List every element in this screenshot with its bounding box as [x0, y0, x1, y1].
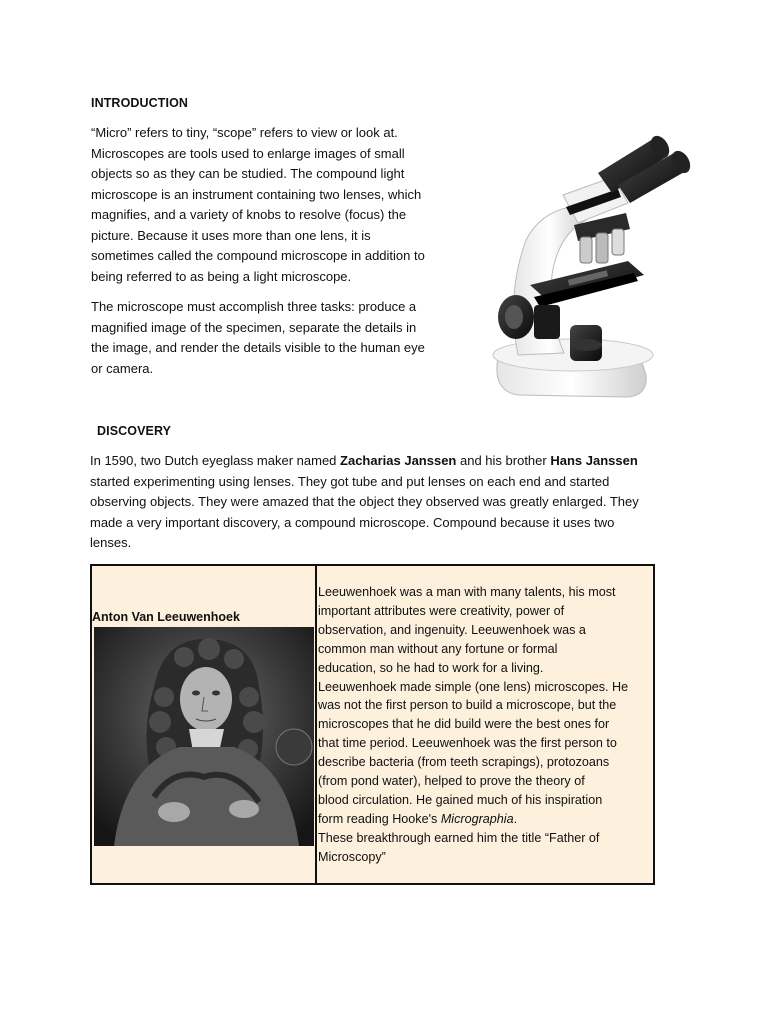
text-line: Microscopy”	[318, 849, 386, 864]
text-run: and his brother	[456, 453, 551, 468]
text-line	[318, 810, 654, 829]
zacharias-janssen: Zacharias Janssen	[340, 453, 457, 468]
text-line: started experimenting using lenses. They got tube and put lenses on each end and started	[90, 473, 610, 489]
leeuwenhoek-portrait	[94, 627, 314, 846]
column-divider	[315, 566, 317, 883]
text-line: that time period. Leeuwenhoek was the first person to	[318, 736, 617, 751]
text-line: (from pond water), helped to prove the theory of	[318, 774, 585, 789]
leeuwenhoek-biography	[318, 583, 654, 867]
text-line: education, so he had to work for a living.	[318, 660, 544, 675]
text-line: sometimes called the compound microscope in addition to	[91, 248, 425, 263]
text-line: These breakthrough earned him the title “Father of	[318, 830, 600, 845]
text-line: microscopes that he did build were the best ones for	[318, 717, 610, 732]
intro-paragraph-1	[91, 123, 425, 287]
text-line: Leeuwenhoek made simple (one lens) microscopes. He	[318, 679, 629, 694]
text-run: .	[513, 811, 518, 826]
text-line: “Micro” refers to tiny, “scope” refers to view or look at.	[91, 125, 398, 140]
text-line: blood circulation. He gained much of his inspiration	[318, 792, 603, 807]
text-line: picture. Because it uses more than one lens, it is	[91, 227, 371, 243]
intro-paragraph-2	[91, 297, 425, 379]
text-line: The microscope must accomplish three tasks: produce a	[91, 299, 417, 314]
text-line: magnifies, and a variety of knobs to resolve (focus) the	[91, 207, 407, 222]
leeuwenhoek-name: Anton Van Leeuwenhoek	[92, 610, 240, 624]
hans-janssen: Hans Janssen	[550, 453, 638, 468]
text-line: objects so as they can be studied. The compound light	[91, 166, 405, 181]
micrographia-title: Micrographia	[440, 811, 514, 826]
text-line: made a very important discovery, a compound microscope. Compound because it uses two	[90, 514, 615, 530]
text-line: the image, and render the details visible to the human eye	[91, 340, 425, 355]
discovery-heading: DISCOVERY	[97, 424, 172, 438]
text-line: Microscopes are tools used to enlarge images of small	[91, 145, 405, 161]
text-line	[90, 451, 639, 472]
text-run: In 1590, two Dutch eyeglass maker named	[90, 453, 341, 468]
text-line: microscope is an instrument containing two lenses, which	[91, 186, 422, 202]
text-line: was not the first person to build a microscope, but the	[318, 698, 617, 713]
text-line: important attributes were creativity, power of	[318, 603, 565, 618]
text-line: or camera.	[91, 360, 154, 376]
introduction-heading: INTRODUCTION	[91, 96, 189, 110]
text-line: common man without any fortune or formal	[318, 641, 558, 656]
text-line: being referred to as being a light microscope.	[91, 268, 352, 284]
text-line: observing objects. They were amazed that the object they observed was greatly enlarged. They	[90, 494, 639, 509]
text-run: form reading Hooke's	[318, 811, 441, 826]
microscope-image	[478, 125, 730, 400]
text-line: describe bacteria (from teeth scrapings), protozoans	[318, 755, 610, 770]
text-line: lenses.	[90, 535, 132, 550]
text-line: observation, and ingenuity. Leeuwenhoek was a	[318, 622, 586, 637]
leeuwenhoek-table	[90, 564, 655, 885]
text-line: Leeuwenhoek was a man with many talents, his most	[318, 585, 616, 599]
text-line: magnified image of the specimen, separate the details in	[91, 319, 417, 335]
discovery-paragraph	[90, 451, 639, 554]
